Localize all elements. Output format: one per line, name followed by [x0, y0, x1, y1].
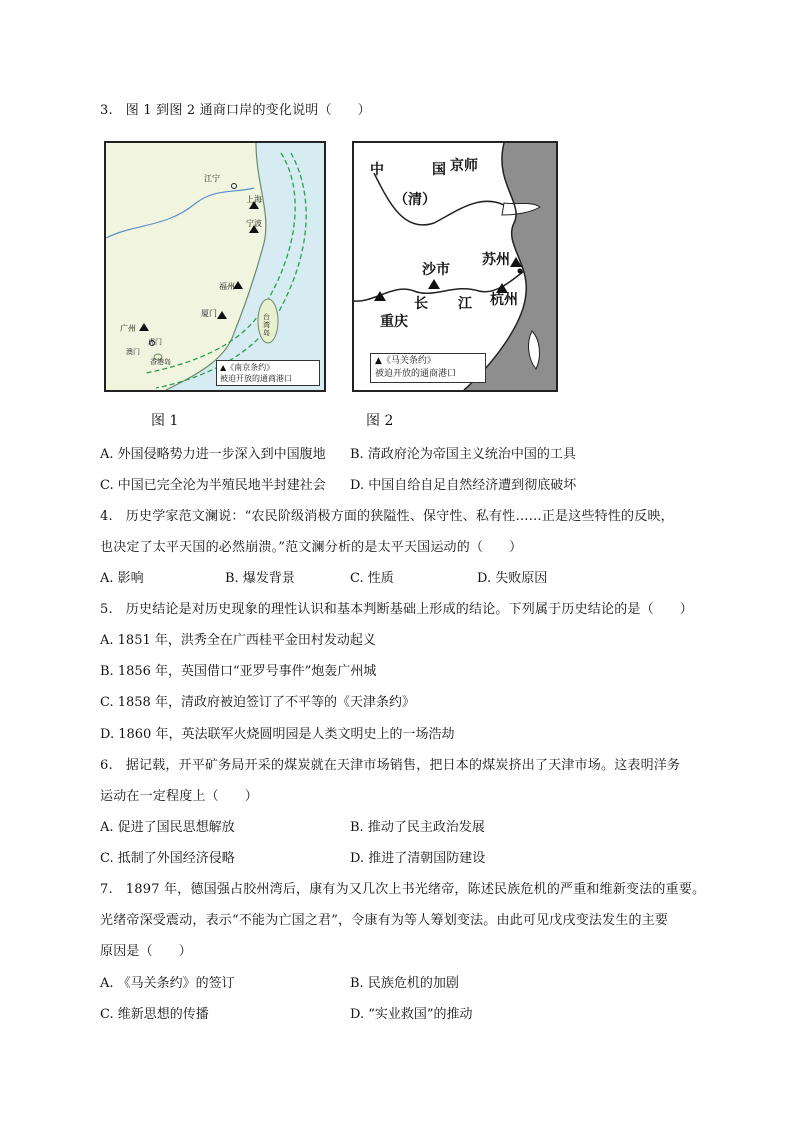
map1-place: 宁波 — [246, 219, 262, 228]
map-figure-2 — [352, 141, 558, 392]
q5-option-b[interactable]: B. 1856 年，英国借口“亚罗号事件”炮轰广州城 — [100, 664, 377, 679]
q7-option-b[interactable]: B. 民族危机的加剧 — [350, 976, 459, 991]
q6-stem-line-2: 运动在一定程度上（ ） — [100, 789, 258, 804]
q4-stem-line-1: 4. 历史学家范文澜说：“农民阶级消极方面的狭隘性、保守性、私有性……正是这些特性的反映， — [100, 509, 674, 524]
map1-place: 江宁 — [204, 174, 220, 183]
map1-legend-desc: 被迫开放的通商港口 — [220, 374, 292, 383]
q6-stem-line-1: 6. 据记载，开平矿务局开采的煤炭就在天津市场销售，把日本的煤炭挤出了天津市场。这表明洋务 — [100, 758, 681, 773]
map2-legend-desc: 被迫开放的通商港口 — [375, 369, 457, 379]
q3-option-d[interactable]: D. 中国自给自足自然经济遭到彻底破坏 — [350, 478, 577, 493]
q4-option-a[interactable]: A. 影响 — [100, 571, 144, 586]
map1-place: 厦门 — [201, 309, 217, 318]
map1-place: 广州 — [120, 324, 136, 333]
q3-option-b[interactable]: B. 清政府沦为帝国主义统治中国的工具 — [350, 447, 576, 462]
q6-option-a[interactable]: A. 促进了国民思想解放 — [100, 820, 235, 835]
map2-place: 江 — [458, 296, 472, 312]
q5-stem: 5. 历史结论是对历史现象的理性认识和基本判断基础上形成的结论。下列属于历史结论的是（ ） — [100, 602, 693, 617]
map2-place: 中 — [370, 162, 384, 178]
q4-option-b[interactable]: B. 爆发背景 — [225, 571, 295, 586]
map1-legend — [216, 360, 320, 386]
map1-place: 香港岛 — [150, 358, 171, 366]
map2-place: （清） — [394, 192, 436, 208]
map2-place: 重庆 — [380, 314, 408, 330]
q6-option-b[interactable]: B. 推动了民主政治发展 — [350, 820, 485, 835]
q7-option-d[interactable]: D. “实业救国”的推动 — [350, 1007, 473, 1022]
q4-option-c[interactable]: C. 性质 — [350, 571, 394, 586]
map2-place: 京师 — [450, 158, 478, 174]
q5-option-a[interactable]: A. 1851 年，洪秀全在广西桂平金田村发动起义 — [100, 633, 376, 648]
map2-place: 沙市 — [422, 262, 450, 278]
q7-stem-line-2: 光绪帝深受震动，表示“不能为亡国之君”，令康有为等人筹划变法。由此可见戊戌变法发生的主要 — [100, 913, 669, 928]
q7-stem-line-3: 原因是（ ） — [100, 944, 192, 959]
q7-option-c[interactable]: C. 维新思想的传播 — [100, 1007, 209, 1022]
q6-option-c[interactable]: C. 抵制了外国经济侵略 — [100, 851, 235, 866]
map1-place: 台湾岛 — [263, 313, 270, 337]
map-figure-1 — [104, 141, 326, 392]
q4-stem-line-2: 也决定了太平天国的必然崩溃。”范文澜分析的是太平天国运动的（ ） — [100, 540, 523, 555]
q3-option-a[interactable]: A. 外国侵略势力进一步深入到中国腹地 — [100, 447, 326, 462]
map2-legend — [370, 353, 486, 383]
map1-place: 上海 — [246, 195, 262, 204]
q4-option-d[interactable]: D. 失败原因 — [477, 571, 548, 586]
q5-option-d[interactable]: D. 1860 年，英法联军火烧圆明园是人类文明史上的一场浩劫 — [100, 727, 455, 742]
q5-option-c[interactable]: C. 1858 年，清政府被迫签订了不平等的《天津条约》 — [100, 695, 415, 710]
map1-place: 澳门 — [126, 348, 140, 356]
map1-place: 福州 — [219, 282, 235, 291]
map1-place: 虎门 — [148, 338, 162, 346]
q3-stem: 3. 图 1 到图 2 通商口岸的变化说明（ ） — [100, 103, 371, 118]
map1-legend-title: ▲《南京条约》 — [220, 363, 275, 372]
map2-place: 国 — [432, 162, 446, 178]
q3-option-c[interactable]: C. 中国已完全沦为半殖民地半封建社会 — [100, 478, 326, 493]
map2-place: 苏州 — [482, 252, 510, 268]
q7-stem-line-1: 7. 1897 年，德国强占胶州湾后，康有为又几次上书光绪帝，陈述民族危机的严重和维新变法的重要。 — [100, 882, 706, 897]
figure-1-caption: 图 1 — [151, 413, 179, 429]
q7-option-a[interactable]: A. 《马关条约》的签订 — [100, 976, 235, 991]
map2-place: 杭州 — [490, 292, 518, 308]
q6-option-d[interactable]: D. 推进了清朝国防建设 — [350, 851, 486, 866]
map2-place: 长 — [414, 296, 428, 312]
figure-2-caption: 图 2 — [366, 413, 394, 429]
map2-legend-title: ▲《马关条约》 — [375, 356, 436, 366]
